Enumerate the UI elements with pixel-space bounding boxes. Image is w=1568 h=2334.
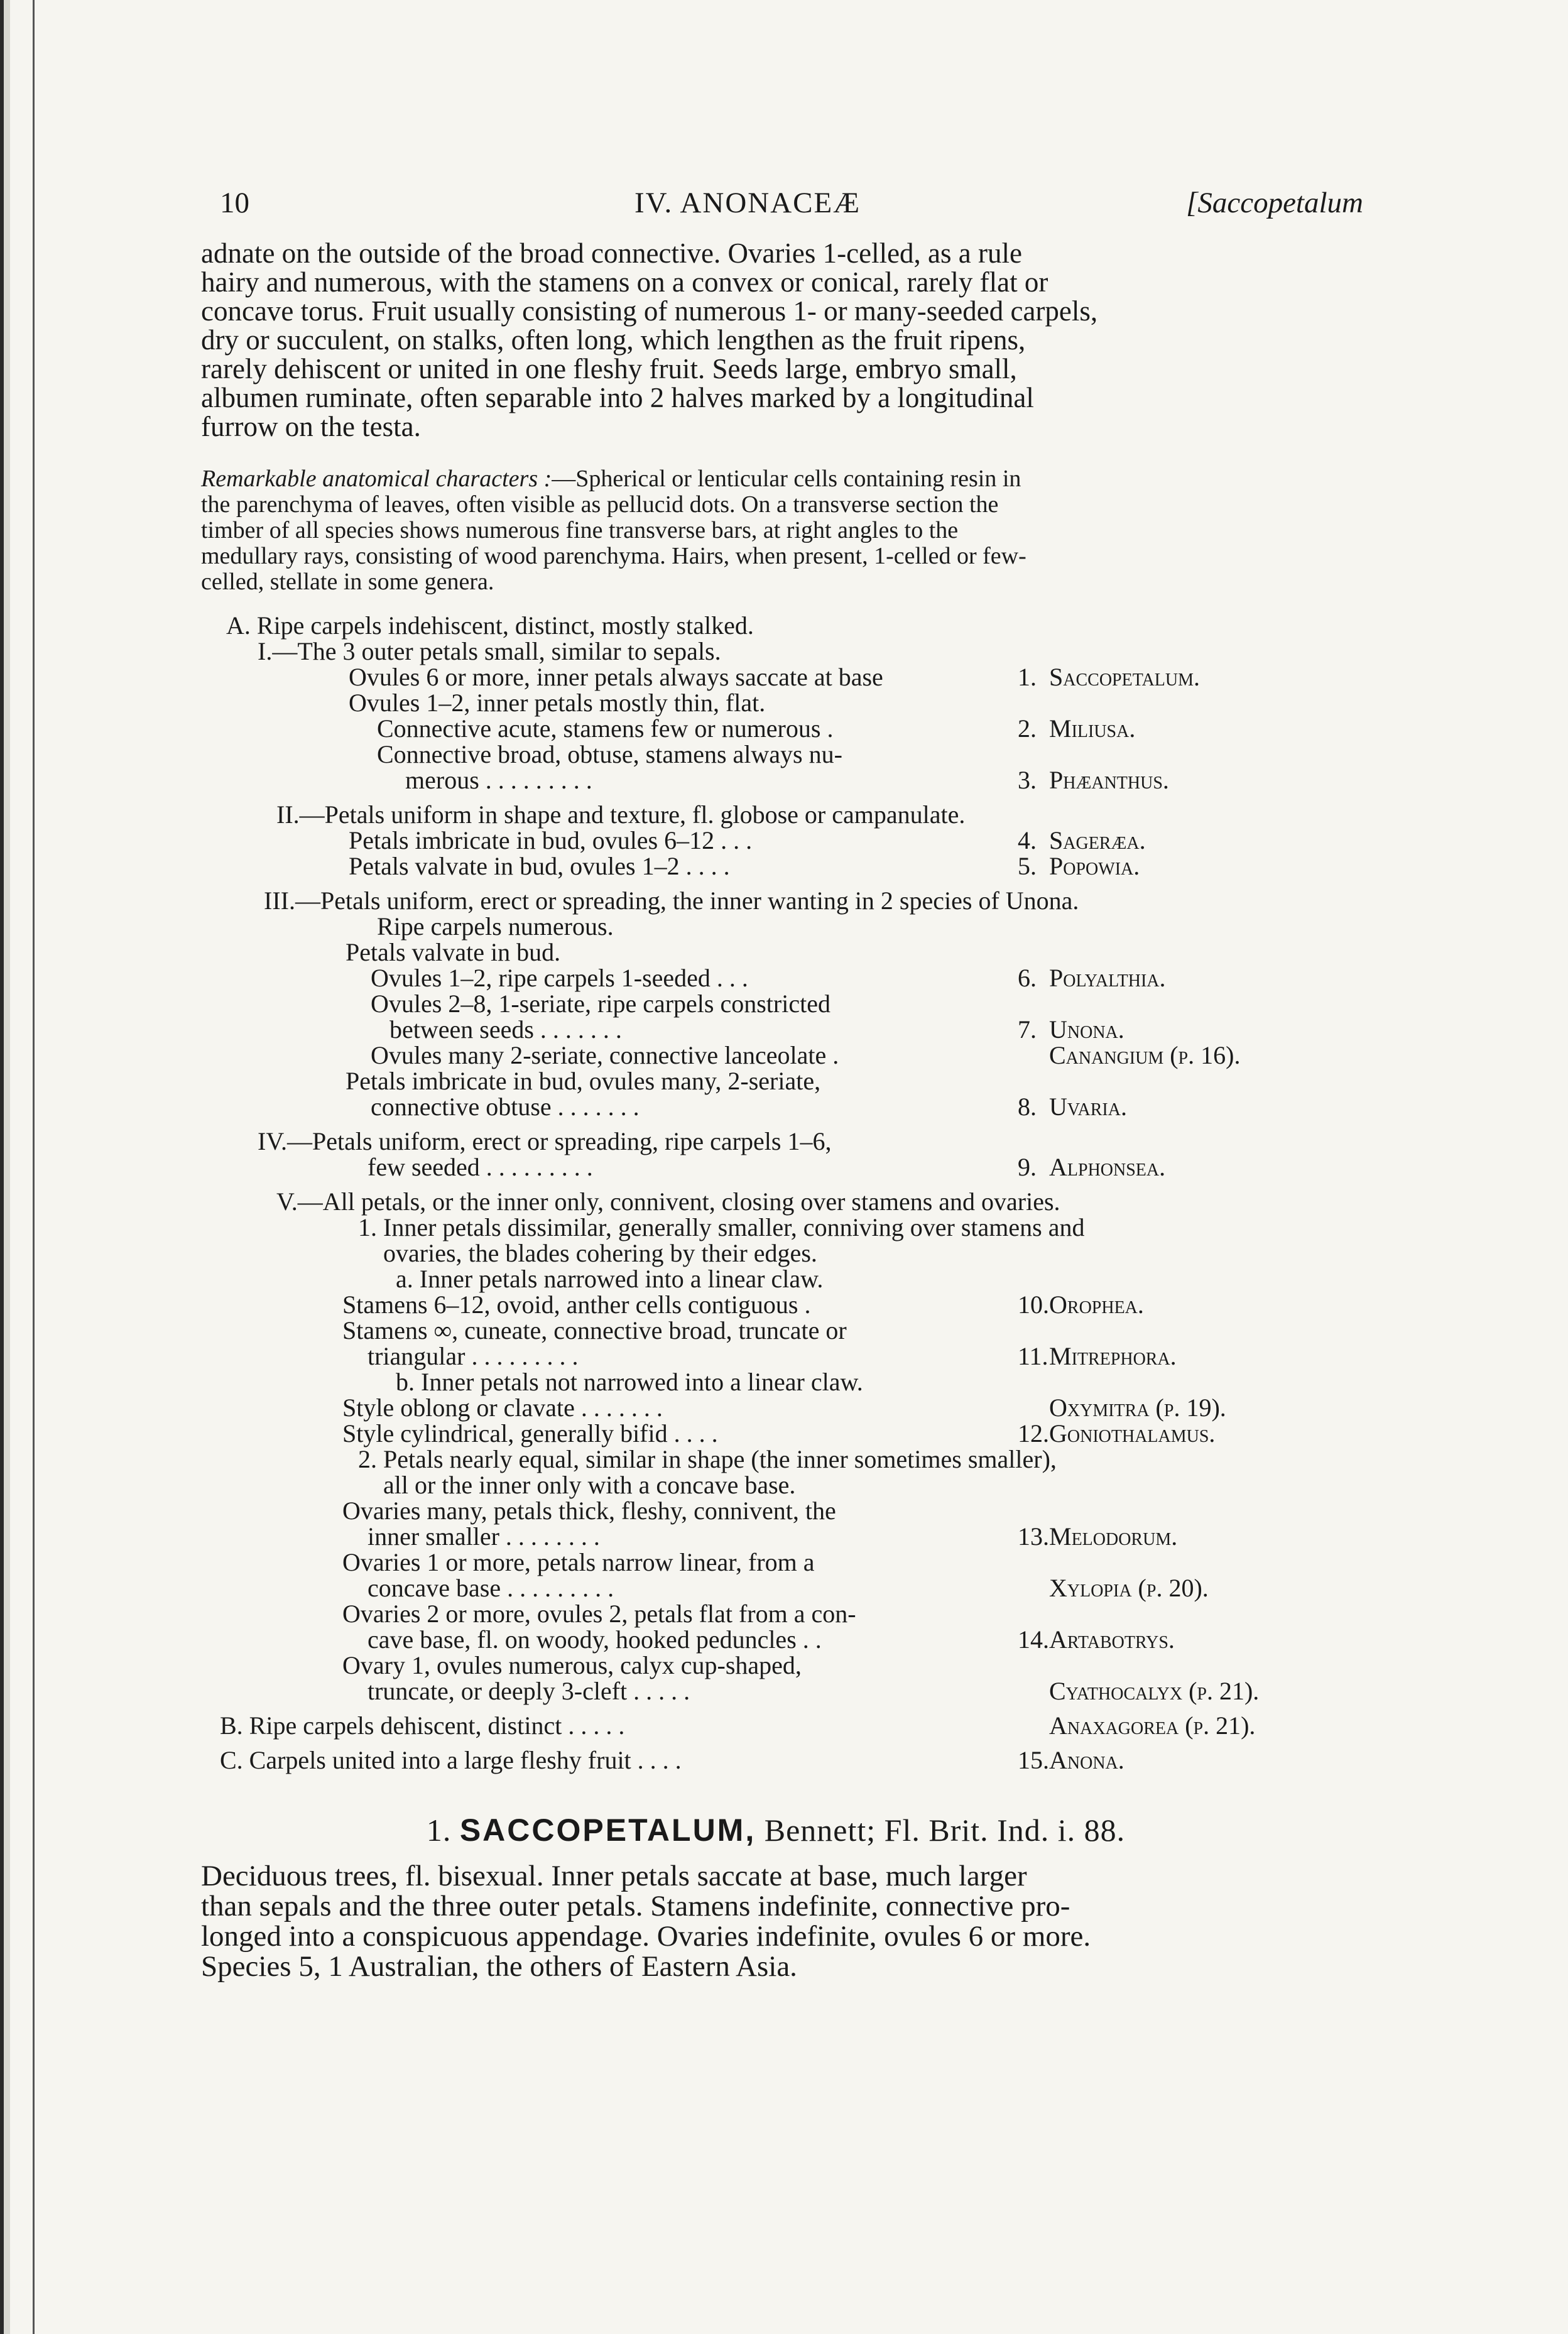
key-row: [201, 1317, 1351, 1343]
key-text: Connective acute, stamens few or numerous .: [377, 714, 834, 743]
key-row: [201, 965, 1351, 991]
key-text: Style cylindrical, generally bifid . . . .: [342, 1419, 718, 1448]
key-text: triangular . . . . . . . . .: [368, 1342, 579, 1370]
page: [201, 187, 1363, 1983]
key-number: 13.: [1018, 1522, 1049, 1551]
key-text: C. Carpels united into a large fleshy fruit . . . .: [220, 1746, 682, 1774]
key-text: all or the inner only with a concave base.: [383, 1471, 796, 1499]
key-number: 11.: [1018, 1342, 1048, 1370]
key-row: [201, 613, 1351, 638]
key-row: [201, 1549, 1351, 1575]
key-row: [201, 1395, 1351, 1421]
key-row: [201, 1713, 1351, 1738]
key-text: concave base . . . . . . . . .: [368, 1574, 614, 1602]
key-genus: Anaxagorea (p. 21).: [1049, 1711, 1256, 1740]
key-number: 9.: [1018, 1153, 1037, 1181]
key-genus: Oxymitra (p. 19).: [1049, 1393, 1226, 1422]
description-line: longed into a conspicuous appendage. Ovaries indefinite, ovules 6 or more.: [201, 1920, 1091, 1953]
key-genus: Xylopia (p. 20).: [1049, 1574, 1209, 1602]
intro-line: furrow on the testa.: [201, 411, 421, 442]
running-genus: [Saccopetalum: [1186, 187, 1363, 219]
key-text: Ovules 6 or more, inner petals always saccate at base: [349, 663, 883, 691]
key-genus: Polyalthia.: [1049, 964, 1166, 992]
key-text: truncate, or deeply 3-cleft . . . . .: [368, 1677, 690, 1705]
key-genus: Saccopetalum.: [1049, 663, 1200, 691]
key-text: Style oblong or clavate . . . . . . .: [342, 1393, 663, 1422]
key-row: [201, 716, 1351, 741]
scan-edge-line: [33, 0, 35, 2334]
key-number: 4.: [1018, 826, 1037, 854]
key-row: [201, 1189, 1351, 1214]
intro-line: albumen ruminate, often separable into 2 halves marked by a longitudinal: [201, 382, 1034, 413]
key-row: [201, 888, 1351, 913]
key-number: 3.: [1018, 766, 1037, 794]
key-genus: Cyathocalyx (p. 21).: [1049, 1677, 1260, 1705]
page-number: 10: [220, 187, 249, 219]
key-row: [201, 1369, 1351, 1395]
key-number: 8.: [1018, 1093, 1037, 1121]
key-number: 5.: [1018, 852, 1037, 880]
key-text: II.—Petals uniform in shape and texture, fl. globose or campanulate.: [276, 800, 966, 829]
key-row: [201, 690, 1351, 716]
key-text: Petals imbricate in bud, ovules 6–12 . . .: [349, 826, 753, 854]
key-text: A. Ripe carpels indehiscent, distinct, mostly stalked.: [226, 611, 754, 640]
key-text: Ovary 1, ovules numerous, calyx cup-shaped,: [342, 1651, 802, 1679]
key-row: [201, 664, 1351, 690]
description-line: Deciduous trees, fl. bisexual. Inner petals saccate at base, much larger: [201, 1860, 1027, 1892]
genus-description: [201, 1861, 1351, 1982]
key-number: 15.: [1018, 1746, 1049, 1774]
key-genus: Phæanthus.: [1049, 766, 1169, 794]
key-row: [201, 1472, 1351, 1498]
key-text: between seeds . . . . . . .: [389, 1015, 622, 1044]
key-text: Petals valvate in bud.: [346, 938, 561, 966]
key-text: b. Inner petals not narrowed into a linear claw.: [396, 1368, 863, 1396]
key-text: Ovaries 1 or more, petals narrow linear, from a: [342, 1548, 815, 1576]
key-row: [201, 991, 1351, 1017]
key-text: I.—The 3 outer petals small, similar to sepals.: [258, 637, 721, 665]
anatomy-line: —Spherical or lenticular cells containing resin in: [552, 466, 1021, 492]
key-text: III.—Petals uniform, erect or spreading, the inner wanting in 2 species of Unona.: [264, 886, 1079, 915]
anatomy-line: medullary rays, consisting of wood parenchyma. Hairs, when present, 1-celled or few-: [201, 543, 1026, 569]
key-row: [201, 741, 1351, 767]
key-genus: Sageræa.: [1049, 826, 1146, 854]
intro-line: hairy and numerous, with the stamens on a convex or conical, rarely flat or: [201, 266, 1048, 298]
anatomy-label: Remarkable anatomical characters :: [201, 466, 552, 492]
key-genus: Goniothalamus.: [1049, 1419, 1216, 1448]
key-genus: Popowia.: [1049, 852, 1140, 880]
key-genus: Alphonsea.: [1049, 1153, 1166, 1181]
key-text: Ovules 1–2, ripe carpels 1-seeded . . .: [371, 964, 748, 992]
key-row: [201, 1094, 1351, 1120]
key-text: Ovaries many, petals thick, fleshy, connivent, the: [342, 1497, 836, 1525]
key-text: cave base, fl. on woody, hooked peduncles . .: [368, 1625, 822, 1654]
key-row: [201, 853, 1351, 879]
key-genus: Mitrephora.: [1049, 1342, 1177, 1370]
key-text: Ripe carpels numerous.: [377, 912, 614, 941]
key-text: Stamens ∞, cuneate, connective broad, truncate or: [342, 1316, 847, 1344]
key-row: [201, 1240, 1351, 1266]
key-genus: Canangium (p. 16).: [1049, 1041, 1241, 1069]
key-row: [201, 1652, 1351, 1678]
key-row: [201, 1128, 1351, 1154]
key-text: Stamens 6–12, ovoid, anther cells contiguous .: [342, 1290, 811, 1319]
genus-key: [201, 613, 1351, 1773]
key-row: [201, 1747, 1351, 1773]
key-row: [201, 1678, 1351, 1704]
key-row: [201, 1575, 1351, 1601]
key-row: [201, 1068, 1351, 1094]
key-row: [201, 638, 1351, 664]
anatomy-line: timber of all species shows numerous fine transverse bars, at right angles to the: [201, 517, 959, 543]
intro-line: concave torus. Fruit usually consisting of numerous 1- or many-seeded carpels,: [201, 295, 1098, 327]
key-number: 12.: [1018, 1419, 1049, 1448]
key-text: ovaries, the blades cohering by their edges.: [383, 1239, 817, 1267]
key-row: [201, 1446, 1351, 1472]
key-text: IV.—Petals uniform, erect or spreading, ripe carpels 1–6,: [258, 1127, 832, 1155]
key-row: [201, 1214, 1351, 1240]
description-line: Species 5, 1 Australian, the others of Eastern Asia.: [201, 1950, 797, 1983]
key-row: [201, 939, 1351, 965]
anatomy-line: celled, stellate in some genera.: [201, 569, 494, 595]
key-genus: Uvaria.: [1049, 1093, 1127, 1121]
key-genus: Unona.: [1049, 1015, 1124, 1044]
scan-edge: [0, 0, 29, 2334]
key-number: 6.: [1018, 964, 1037, 992]
key-genus: Anona.: [1049, 1746, 1124, 1774]
key-text: V.—All petals, or the inner only, connivent, closing over stamens and ovaries.: [276, 1187, 1060, 1216]
key-row: [201, 1042, 1351, 1068]
key-row: [201, 1154, 1351, 1180]
anatomy-paragraph: [201, 466, 1351, 595]
key-text: merous . . . . . . . . .: [405, 766, 592, 794]
key-genus: Melodorum.: [1049, 1522, 1178, 1551]
key-text: Petals valvate in bud, ovules 1–2 . . . .: [349, 852, 730, 880]
section-genus: SACCOPETALUM,: [459, 1813, 756, 1848]
key-genus: Orophea.: [1049, 1290, 1144, 1319]
key-text: Ovules 1–2, inner petals mostly thin, flat.: [349, 689, 766, 717]
key-text: inner smaller . . . . . . . .: [368, 1522, 600, 1551]
key-row: [201, 1498, 1351, 1524]
family-title: IV. ANONACEÆ: [634, 187, 861, 219]
key-text: a. Inner petals narrowed into a linear claw.: [396, 1265, 824, 1293]
key-number: 2.: [1018, 714, 1037, 743]
key-text: B. Ripe carpels dehiscent, distinct . . . . .: [220, 1711, 625, 1740]
key-text: 1. Inner petals dissimilar, generally smaller, conniving over stamens and: [358, 1213, 1085, 1241]
section-authority: Bennett; Fl. Brit. Ind. i. 88.: [764, 1813, 1126, 1848]
key-row: [201, 1627, 1351, 1652]
key-row: [201, 802, 1351, 827]
intro-line: rarely dehiscent or united in one fleshy fruit. Seeds large, embryo small,: [201, 353, 1017, 384]
running-head: [201, 187, 1363, 226]
key-text: Ovaries 2 or more, ovules 2, petals flat from a con-: [342, 1600, 856, 1628]
key-row: [201, 1017, 1351, 1042]
section-heading: [201, 1813, 1351, 1848]
key-text: Ovules 2–8, 1-seriate, ripe carpels constricted: [371, 990, 830, 1018]
key-row: [201, 913, 1351, 939]
key-genus: Artabotrys.: [1049, 1625, 1175, 1654]
key-number: 14.: [1018, 1625, 1049, 1654]
key-text: Ovules many 2-seriate, connective lanceolate .: [371, 1041, 839, 1069]
key-number: 10.: [1018, 1290, 1049, 1319]
key-number: 1.: [1018, 663, 1037, 691]
key-row: [201, 827, 1351, 853]
anatomy-line: the parenchyma of leaves, often visible as pellucid dots. On a transverse section the: [201, 491, 999, 518]
key-text: 2. Petals nearly equal, similar in shape (the inner sometimes smaller),: [358, 1445, 1057, 1473]
key-row: [201, 1421, 1351, 1446]
key-row: [201, 1292, 1351, 1317]
intro-line: dry or succulent, on stalks, often long, which lengthen as the fruit ripens,: [201, 324, 1026, 356]
intro-line: adnate on the outside of the broad connective. Ovaries 1-celled, as a rule: [201, 237, 1022, 269]
key-row: [201, 1601, 1351, 1627]
key-text: few seeded . . . . . . . . .: [368, 1153, 593, 1181]
key-row: [201, 767, 1351, 793]
key-text: Petals imbricate in bud, ovules many, 2-seriate,: [346, 1067, 821, 1095]
key-number: 7.: [1018, 1015, 1037, 1044]
key-row: [201, 1524, 1351, 1549]
key-genus: Miliusa.: [1049, 714, 1136, 743]
key-text: connective obtuse . . . . . . .: [371, 1093, 640, 1121]
description-line: than sepals and the three outer petals. Stamens indefinite, connective pro-: [201, 1890, 1070, 1922]
intro-paragraph: [201, 239, 1351, 441]
key-row: [201, 1266, 1351, 1292]
key-text: Connective broad, obtuse, stamens always nu-: [377, 740, 842, 768]
section-number: 1.: [426, 1813, 452, 1848]
key-row: [201, 1343, 1351, 1369]
